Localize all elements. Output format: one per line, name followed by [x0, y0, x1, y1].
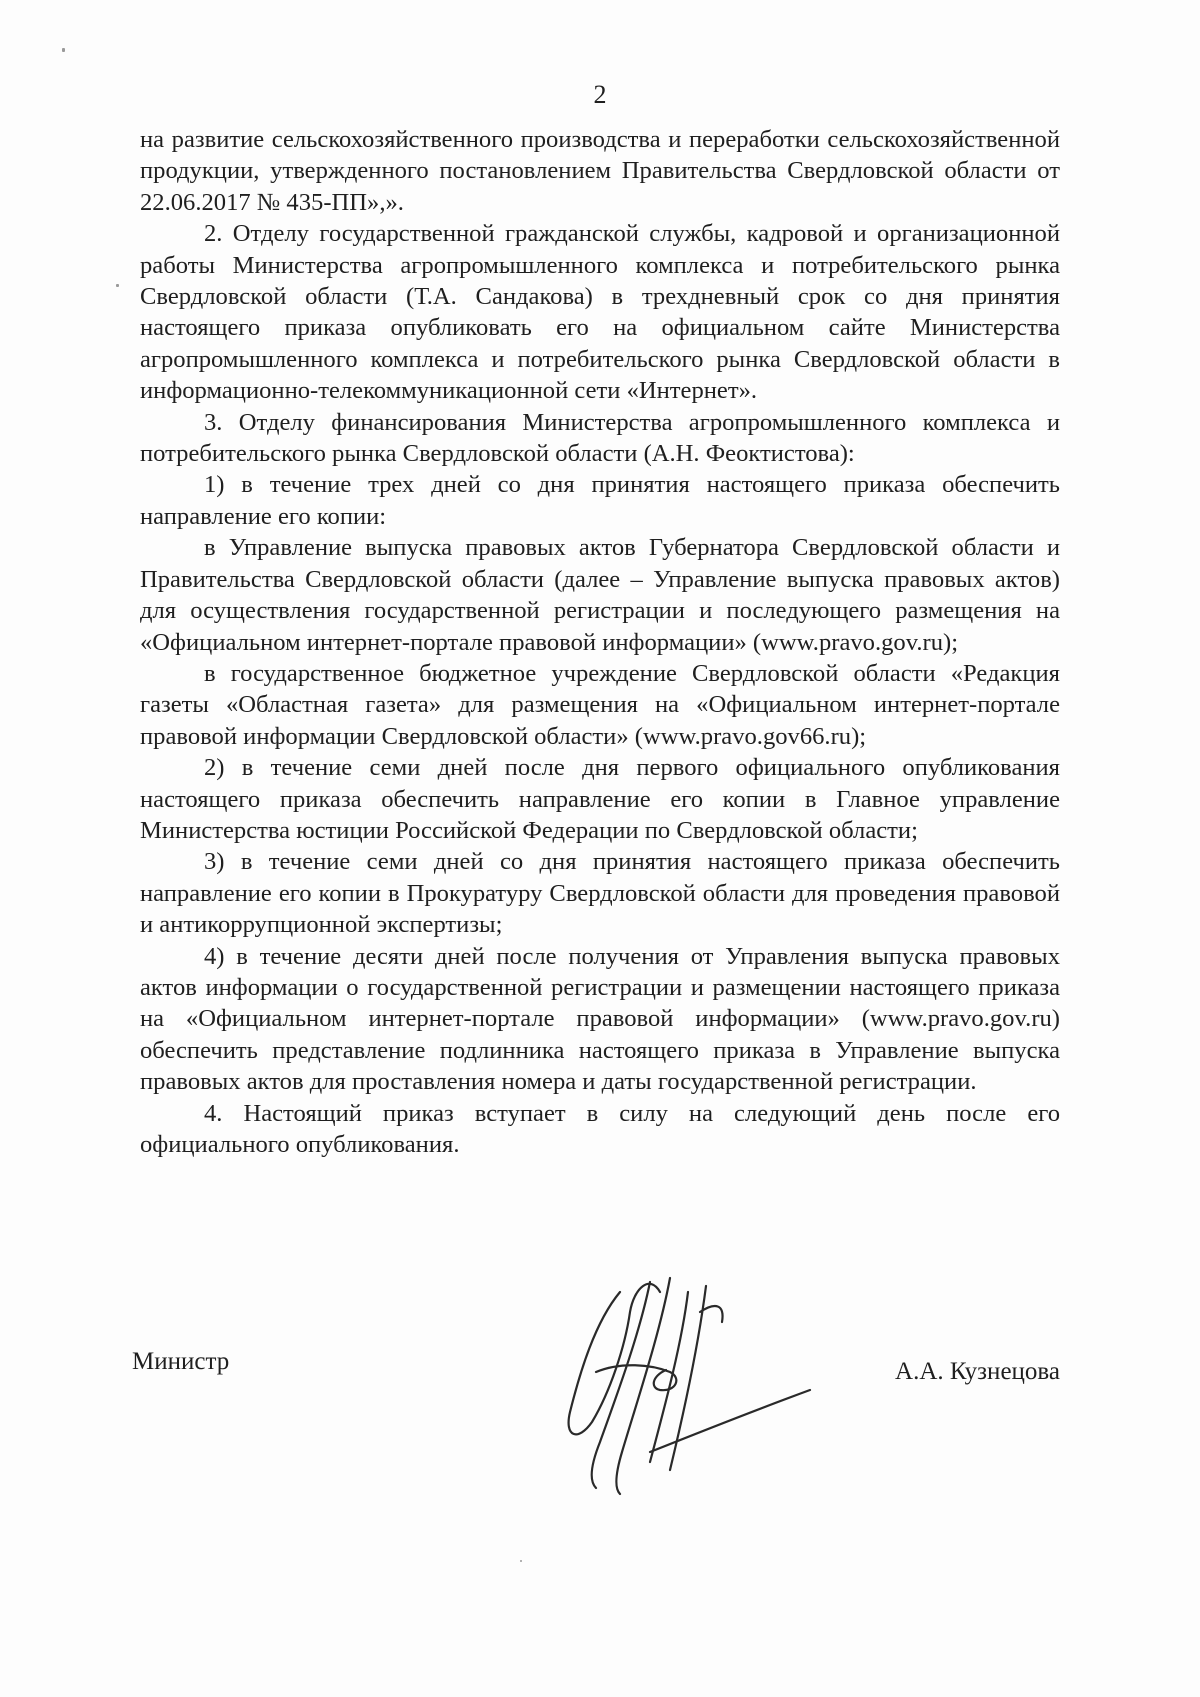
paragraph-item-3: 3. Отделу финансирования Министерства агропромышленного комплекса и потребительского рынка Свердловской области (А.Н. Феоктистова):	[140, 408, 1060, 468]
signature-block	[120, 1340, 1060, 1460]
paragraph-subitem-3: 3) в течение семи дней со дня принятия настоящего приказа обеспечить направление его копии в Прокуратуру Свердловской области для проведения правовой и антикоррупционной экспертизы;	[140, 848, 1060, 939]
paragraph-subitem-4: 4) в течение десяти дней после получения от Управления выпуска правовых актов информации о государственной регистрации и размещении настоящего приказа на «Официальном интернет-портале правовой информации» (www.pravo.gov.ru) обеспечить представление подлинника настоящего приказа в Управление выпуска правовых актов для проставления номера и даты государственной регистрации.	[140, 942, 1060, 1096]
paragraph-continuation: на развитие сельскохозяйственного производства и переработки сельскохозяйственной продукции, утвержденного постановлением Правительства Свердловской области от 22.06.2017 № 435-ПП»,».	[140, 126, 1060, 216]
paragraph-item-2: 2. Отделу государственной гражданской службы, кадровой и организационной работы Министерства агропромышленного комплекса и потребительского рынка Свердловской области (Т.А. Сандакова) в трехдневный срок со дня принятия настоящего приказа опубликовать его на официальном сайте Министерства агропромышленного комплекса и потребительского рынка Свердловской области в информационно-телекоммуникационной сети «Интернет».	[140, 220, 1060, 405]
paragraph-subitem-1-a: в Управление выпуска правовых актов Губернатора Свердловской области и Правительства Свердловской области (далее – Управление выпуска правовых актов) для осуществления государственной регистрации и последующего размещения на «Официальном интернет-портале правовой информации» (www.pravo.gov.ru);	[140, 534, 1060, 656]
document-body	[140, 124, 1060, 1160]
paragraph-subitem-2: 2) в течение семи дней после дня первого официального опубликования настоящего приказа обеспечить направление его копии в Главное управление Министерства юстиции Российской Федерации по Свердловской области;	[140, 754, 1060, 844]
scan-speck	[520, 1560, 522, 1562]
page-number: 2	[593, 80, 607, 109]
handwritten-signature-icon	[500, 1252, 840, 1502]
signer-name: А.А. Кузнецова	[895, 1358, 1060, 1385]
paragraph-subitem-1: 1) в течение трех дней со дня принятия настоящего приказа обеспечить направление его копии:	[140, 471, 1060, 530]
paragraph-item-4: 4. Настоящий приказ вступает в силу на следующий день после его официального опубликования.	[140, 1099, 1060, 1158]
paragraph-subitem-1-b: в государственное бюджетное учреждение Свердловской области «Редакция газеты «Областная газета» для размещения на «Официальном интернет-портале правовой информации Свердловской области» (www.pravo.gov66.ru);	[140, 659, 1060, 750]
scan-speck	[62, 48, 65, 52]
scan-speck	[116, 284, 119, 287]
signer-title: Министр	[132, 1348, 230, 1375]
